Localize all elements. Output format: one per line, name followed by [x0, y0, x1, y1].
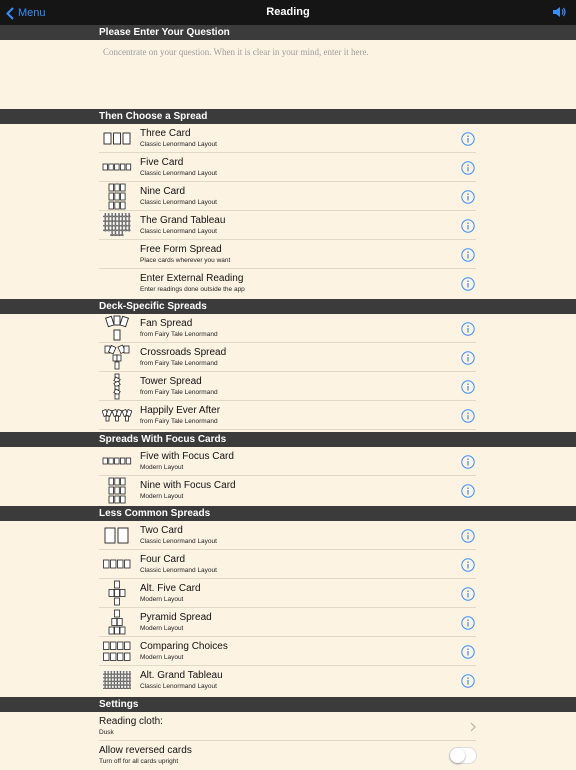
info-icon[interactable] [461, 277, 475, 291]
spread-title: Crossroads Spread [140, 347, 227, 358]
three-card-icon [102, 125, 132, 152]
info-icon[interactable] [461, 248, 475, 262]
nine-focus-icon [102, 477, 132, 504]
spread-row-tower[interactable] [0, 372, 576, 401]
spread-subtitle: from Fairy Tale Lenormand [140, 389, 218, 396]
spread-title: Enter External Reading [140, 273, 244, 284]
happily-ever-after-icon [102, 402, 132, 429]
spread-subtitle: Classic Lenormand Layout [140, 567, 217, 574]
spread-row-fan[interactable] [0, 314, 576, 343]
info-icon[interactable] [461, 190, 475, 204]
spread-subtitle: from Fairy Tale Lenormand [140, 360, 218, 367]
info-icon[interactable] [461, 380, 475, 394]
info-icon[interactable] [461, 558, 475, 572]
info-icon[interactable] [461, 616, 475, 630]
spread-subtitle: Enter readings done outside the app [140, 286, 245, 293]
spread-title: Pyramid Spread [140, 612, 212, 623]
reversed-cards-toggle[interactable] [449, 747, 477, 764]
info-icon[interactable] [461, 645, 475, 659]
reversed-cards-subtitle: Turn off for all cards upright [99, 758, 179, 765]
question-header: Please Enter Your Question [0, 25, 576, 40]
info-icon[interactable] [461, 674, 475, 688]
pyramid-icon [102, 609, 132, 636]
spread-row-pyramid[interactable] [0, 608, 576, 637]
spread-title: The Grand Tableau [140, 215, 226, 226]
toggle-knob [450, 748, 465, 763]
less-section-header: Less Common Spreads [0, 506, 576, 521]
spread-subtitle: Modern Layout [140, 464, 184, 471]
question-input[interactable] [0, 40, 576, 108]
spread-row-alt-five[interactable] [0, 579, 576, 608]
spread-title: Three Card [140, 128, 191, 139]
spread-row-five-card[interactable] [0, 153, 576, 182]
info-icon[interactable] [461, 484, 475, 498]
fan-spread-icon [102, 315, 132, 342]
comparing-choices-icon [102, 638, 132, 665]
page-title: Reading [266, 6, 310, 18]
chevron-right-icon [470, 722, 476, 732]
spread-row-external-reading[interactable] [0, 269, 576, 298]
spread-title: Comparing Choices [140, 641, 228, 652]
spread-subtitle: Classic Lenormand Layout [140, 538, 217, 545]
focus-section-header: Spreads With Focus Cards [0, 432, 576, 447]
spread-title: Two Card [140, 525, 183, 536]
info-icon[interactable] [461, 351, 475, 365]
spread-row-happily-ever-after[interactable] [0, 401, 576, 430]
four-card-icon [102, 551, 132, 578]
navigation-bar [0, 0, 576, 25]
info-icon[interactable] [461, 132, 475, 146]
spread-row-three-card[interactable] [0, 124, 576, 153]
spread-row-nine-focus[interactable] [0, 476, 576, 505]
info-icon[interactable] [461, 219, 475, 233]
speaker-icon[interactable] [552, 6, 566, 18]
info-icon[interactable] [461, 529, 475, 543]
alt-grand-tableau-icon [102, 667, 132, 694]
menu-back-label: Menu [18, 7, 46, 19]
spread-row-grand-tableau[interactable] [0, 211, 576, 240]
grand-tableau-icon [102, 212, 132, 239]
spread-subtitle: Modern Layout [140, 654, 184, 661]
spread-title: Five with Focus Card [140, 451, 234, 462]
tower-icon [102, 373, 132, 400]
spread-subtitle: Classic Lenormand Layout [140, 199, 217, 206]
info-icon[interactable] [461, 409, 475, 423]
five-focus-icon [102, 448, 132, 475]
spread-title: Nine Card [140, 186, 186, 197]
reading-cloth-row[interactable] [0, 712, 576, 741]
nine-card-icon [102, 183, 132, 210]
reading-cloth-label: Reading cloth: [99, 716, 163, 727]
spread-section-header: Then Choose a Spread [0, 109, 576, 124]
info-icon[interactable] [461, 161, 475, 175]
spread-row-nine-card[interactable] [0, 182, 576, 211]
spread-subtitle: from Fairy Tale Lenormand [140, 418, 218, 425]
settings-header: Settings [0, 697, 576, 712]
info-icon[interactable] [461, 322, 475, 336]
spread-subtitle: Classic Lenormand Layout [140, 228, 217, 235]
alt-five-icon [102, 580, 132, 607]
spread-title: Alt. Grand Tableau [140, 670, 223, 681]
spread-title: Four Card [140, 554, 186, 565]
spread-row-two-card[interactable] [0, 521, 576, 550]
reading-cloth-value: Dusk [99, 729, 114, 736]
reversed-cards-label: Allow reversed cards [99, 745, 192, 756]
spread-row-free-form[interactable] [0, 240, 576, 269]
spread-subtitle: Classic Lenormand Layout [140, 170, 217, 177]
spread-row-comparing-choices[interactable] [0, 637, 576, 666]
spread-row-five-focus[interactable] [0, 447, 576, 476]
spread-subtitle: Classic Lenormand Layout [140, 683, 217, 690]
spread-title: Fan Spread [140, 318, 193, 329]
spread-row-crossroads[interactable] [0, 343, 576, 372]
reversed-cards-row [0, 741, 576, 770]
spread-subtitle: Modern Layout [140, 625, 184, 632]
spread-title: Nine with Focus Card [140, 480, 236, 491]
spread-row-alt-grand-tableau[interactable] [0, 666, 576, 695]
spread-row-four-card[interactable] [0, 550, 576, 579]
spread-subtitle: from Fairy Tale Lenormand [140, 331, 218, 338]
info-icon[interactable] [461, 455, 475, 469]
spread-subtitle: Modern Layout [140, 493, 184, 500]
spread-title: Alt. Five Card [140, 583, 201, 594]
spread-subtitle: Place cards wherever you want [140, 257, 231, 264]
spread-subtitle: Classic Lenormand Layout [140, 141, 217, 148]
spread-title: Five Card [140, 157, 184, 168]
two-card-icon [102, 522, 132, 549]
deck-section-header: Deck-Specific Spreads [0, 299, 576, 314]
spread-title: Tower Spread [140, 376, 202, 387]
spread-title: Happily Ever After [140, 405, 221, 416]
crossroads-icon [102, 344, 132, 371]
spread-title: Free Form Spread [140, 244, 222, 255]
five-card-icon [102, 154, 132, 181]
spread-subtitle: Modern Layout [140, 596, 184, 603]
question-placeholder: Concentrate on your question. When it is clear in your mind, enter it here. [103, 47, 369, 57]
info-icon[interactable] [461, 587, 475, 601]
